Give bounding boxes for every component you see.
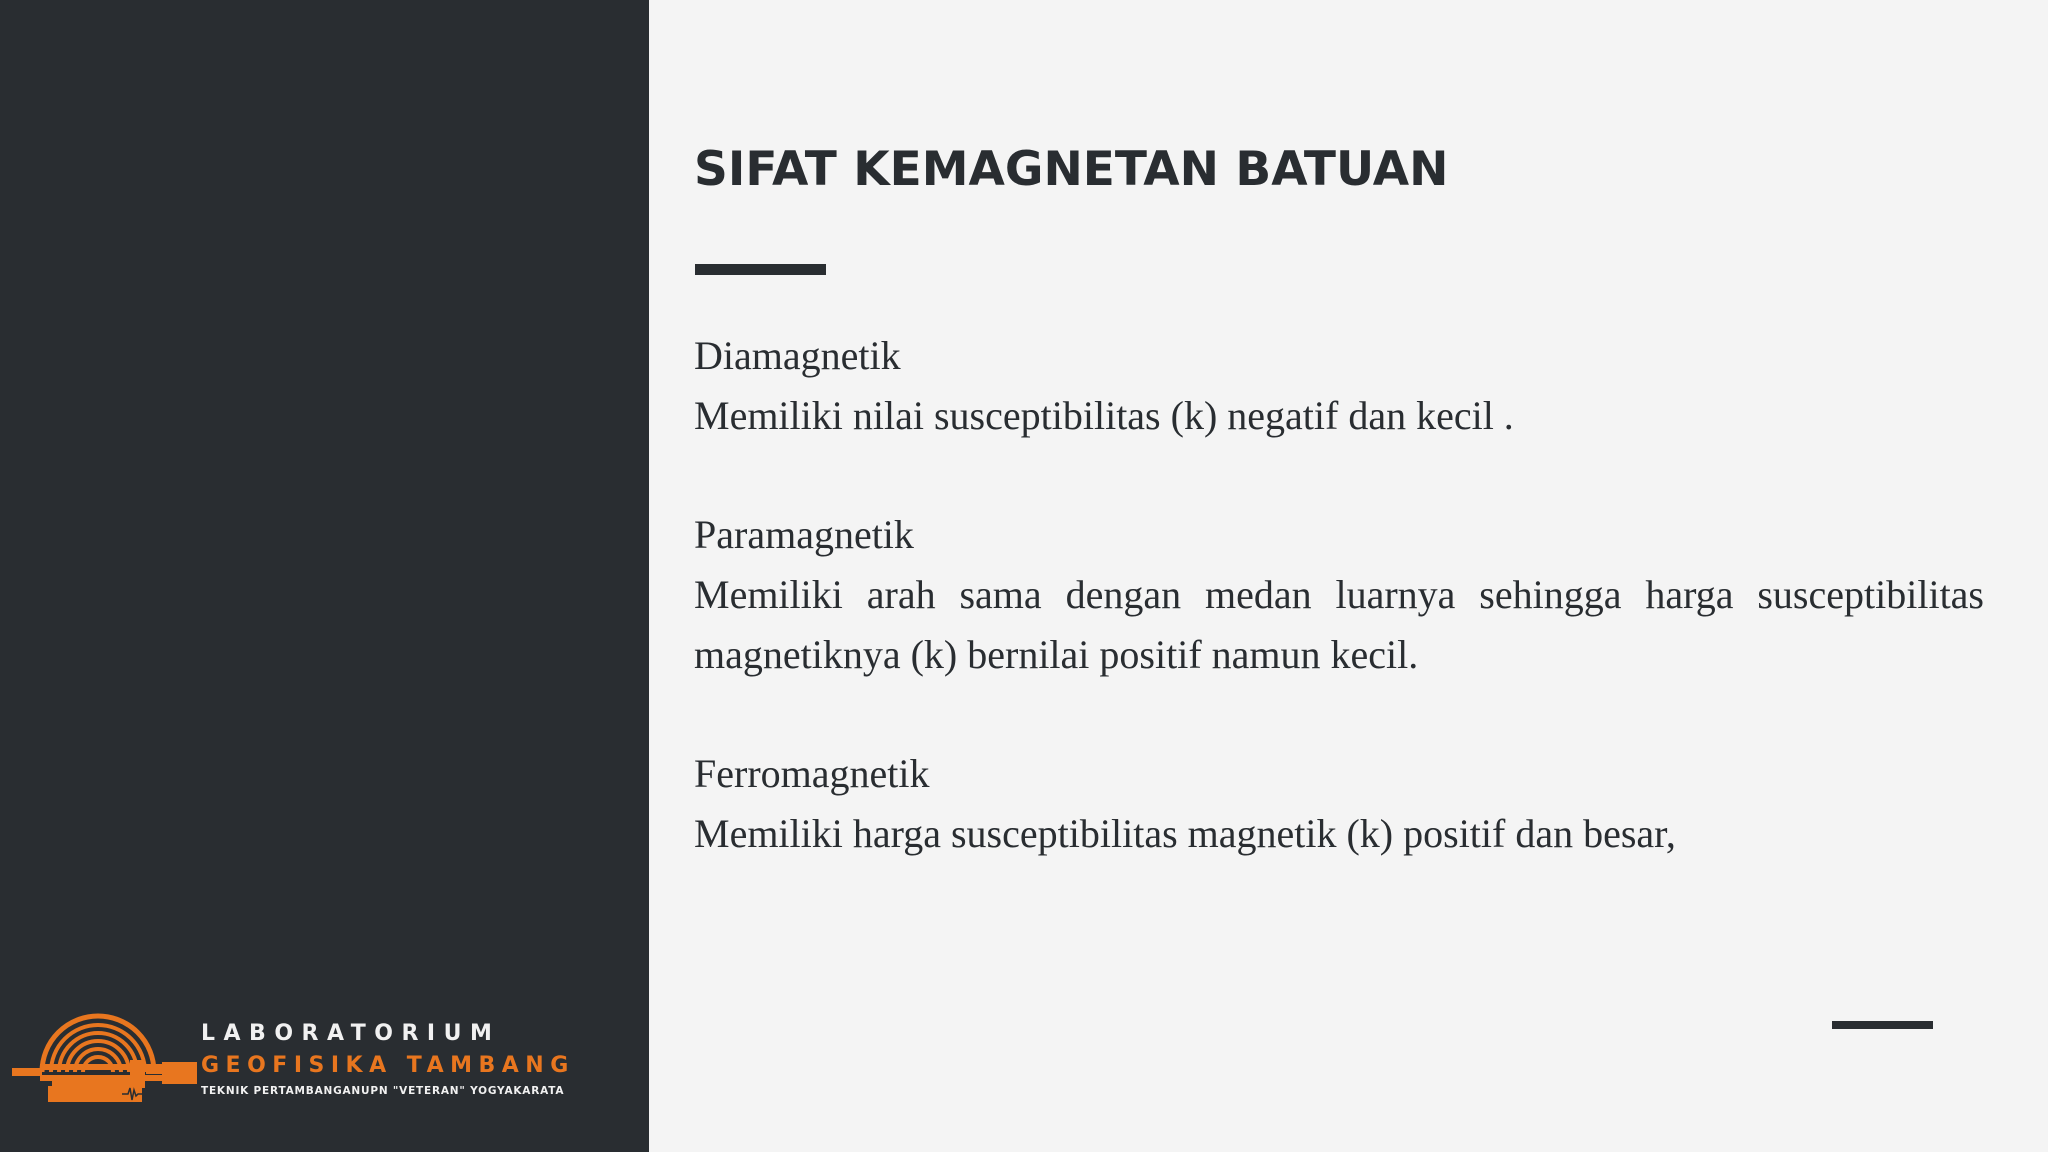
section-text-ferromagnetik: Memiliki harga susceptibilitas magnetik (k) positif dan besar,: [694, 811, 1676, 856]
section-heading-paramagnetik: Paramagnetik: [694, 512, 914, 557]
paragraph-gap: [694, 446, 1984, 505]
logo-text: [201, 1018, 641, 1100]
decorative-corner-bar: [1832, 1021, 1933, 1029]
laboratorium-logo-icon: [12, 1008, 197, 1103]
logo-geofisika-tambang-text: GEOFISIKA TAMBANG: [201, 1053, 575, 1078]
section-heading-diamagnetik: Diamagnetik: [694, 333, 901, 378]
section-text-paramagnetik: Memiliki arah sama dengan medan luarnya sehingga harga susceptibilitas magnetiknya (k) bernilai positif namun kecil.: [694, 572, 1984, 677]
slide-content: [694, 326, 1984, 864]
section-heading-ferromagnetik: Ferromagnetik: [694, 751, 930, 796]
title-underline: [695, 264, 826, 275]
left-panel: [0, 0, 649, 1152]
slide-title: SIFAT KEMAGNETAN BATUAN: [694, 142, 1449, 197]
logo-institution-text: TEKNIK PERTAMBANGANUPN "VETERAN" YOGYAKARATA: [201, 1085, 565, 1097]
section-text-diamagnetik: Memiliki nilai susceptibilitas (k) negatif dan kecil .: [694, 393, 1514, 438]
paragraph-gap: [694, 685, 1984, 744]
logo-laboratorium-text: LABORATORIUM: [201, 1021, 501, 1046]
